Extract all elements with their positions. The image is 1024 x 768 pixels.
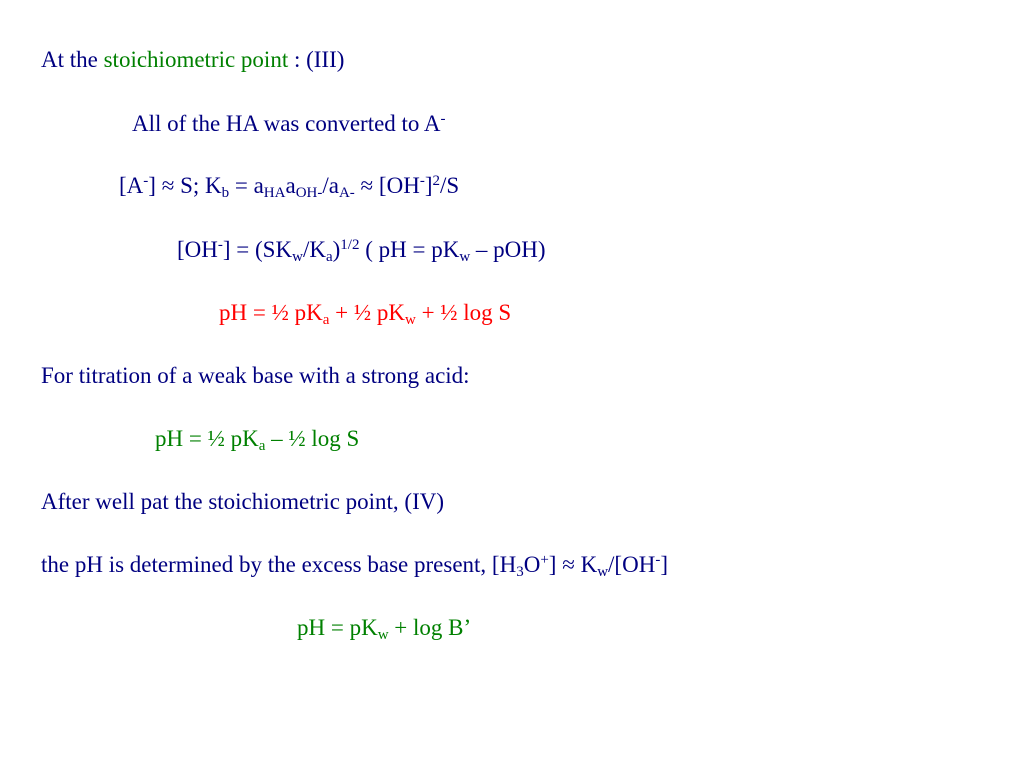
hydroxide-equation bbox=[177, 236, 546, 265]
text-run: O bbox=[523, 552, 541, 577]
subscript: a bbox=[322, 311, 330, 328]
text-run: ( pH = pK bbox=[359, 237, 460, 262]
text-run: After well pat the stoichiometric point, (IV) bbox=[41, 489, 445, 514]
text-run: – ½ log S bbox=[265, 426, 360, 451]
superscript: - bbox=[419, 172, 425, 189]
text-run: stoichiometric point bbox=[103, 47, 289, 72]
kb-equation bbox=[119, 172, 460, 201]
subscript: HA bbox=[263, 184, 286, 201]
superscript: 1/2 bbox=[340, 236, 360, 253]
text-run: ] = (SK bbox=[222, 237, 293, 262]
excess-base-statement bbox=[41, 551, 668, 580]
subscript: b bbox=[221, 184, 230, 201]
text-run: /K bbox=[302, 237, 326, 262]
text-run: a bbox=[285, 173, 296, 198]
ph-weak-base-formula bbox=[155, 426, 360, 454]
text-run: pH = ½ pK bbox=[219, 300, 323, 325]
superscript: - bbox=[440, 110, 446, 127]
text-run: ] bbox=[424, 173, 433, 198]
subscript: A- bbox=[338, 184, 355, 201]
subscript: w bbox=[404, 311, 416, 328]
text-run: /S bbox=[439, 173, 460, 198]
weak-base-titration-heading bbox=[41, 364, 470, 387]
superscript: 2 bbox=[432, 172, 440, 189]
subscript: OH- bbox=[295, 184, 323, 201]
text-run: – pOH) bbox=[470, 237, 546, 262]
text-run: All of the HA was converted to A bbox=[132, 111, 441, 136]
text-run: /[OH bbox=[608, 552, 656, 577]
subscript: 3 bbox=[516, 563, 524, 580]
text-run: [A bbox=[119, 173, 144, 198]
subscript: w bbox=[377, 626, 389, 643]
stoichiometric-point-heading bbox=[41, 48, 344, 71]
text-run: ] ≈ K bbox=[548, 552, 598, 577]
subscript: w bbox=[459, 248, 471, 265]
ph-weak-acid-formula bbox=[219, 300, 512, 328]
subscript: a bbox=[325, 248, 333, 265]
past-stoichiometric-heading bbox=[41, 490, 444, 513]
text-run: + ½ log S bbox=[415, 300, 512, 325]
text-run: the pH is determined by the excess base present, [H bbox=[41, 552, 517, 577]
text-run: + log B’ bbox=[388, 615, 472, 640]
text-run: ≈ [OH bbox=[354, 173, 420, 198]
text-run: At the bbox=[41, 47, 104, 72]
text-run: = a bbox=[229, 173, 264, 198]
subscript: a bbox=[258, 437, 266, 454]
text-run: For titration of a weak base with a strong acid: bbox=[41, 363, 470, 388]
text-run: + ½ pK bbox=[329, 300, 405, 325]
text-run: [OH bbox=[177, 237, 218, 262]
text-run: pH = ½ pK bbox=[155, 426, 259, 451]
text-run: : (III) bbox=[288, 47, 345, 72]
superscript: - bbox=[143, 172, 149, 189]
superscript: - bbox=[217, 236, 223, 253]
text-run: ) bbox=[332, 237, 341, 262]
superscript: + bbox=[540, 551, 549, 568]
ph-excess-base-formula bbox=[297, 615, 472, 643]
text-run: ] ≈ S; K bbox=[148, 173, 222, 198]
text-run: pH = pK bbox=[297, 615, 378, 640]
subscript: w bbox=[292, 248, 303, 265]
ha-converted-statement bbox=[132, 112, 446, 135]
superscript: - bbox=[655, 551, 661, 568]
text-run: ] bbox=[660, 552, 668, 577]
subscript: w bbox=[597, 563, 609, 580]
text-run: /a bbox=[322, 173, 339, 198]
